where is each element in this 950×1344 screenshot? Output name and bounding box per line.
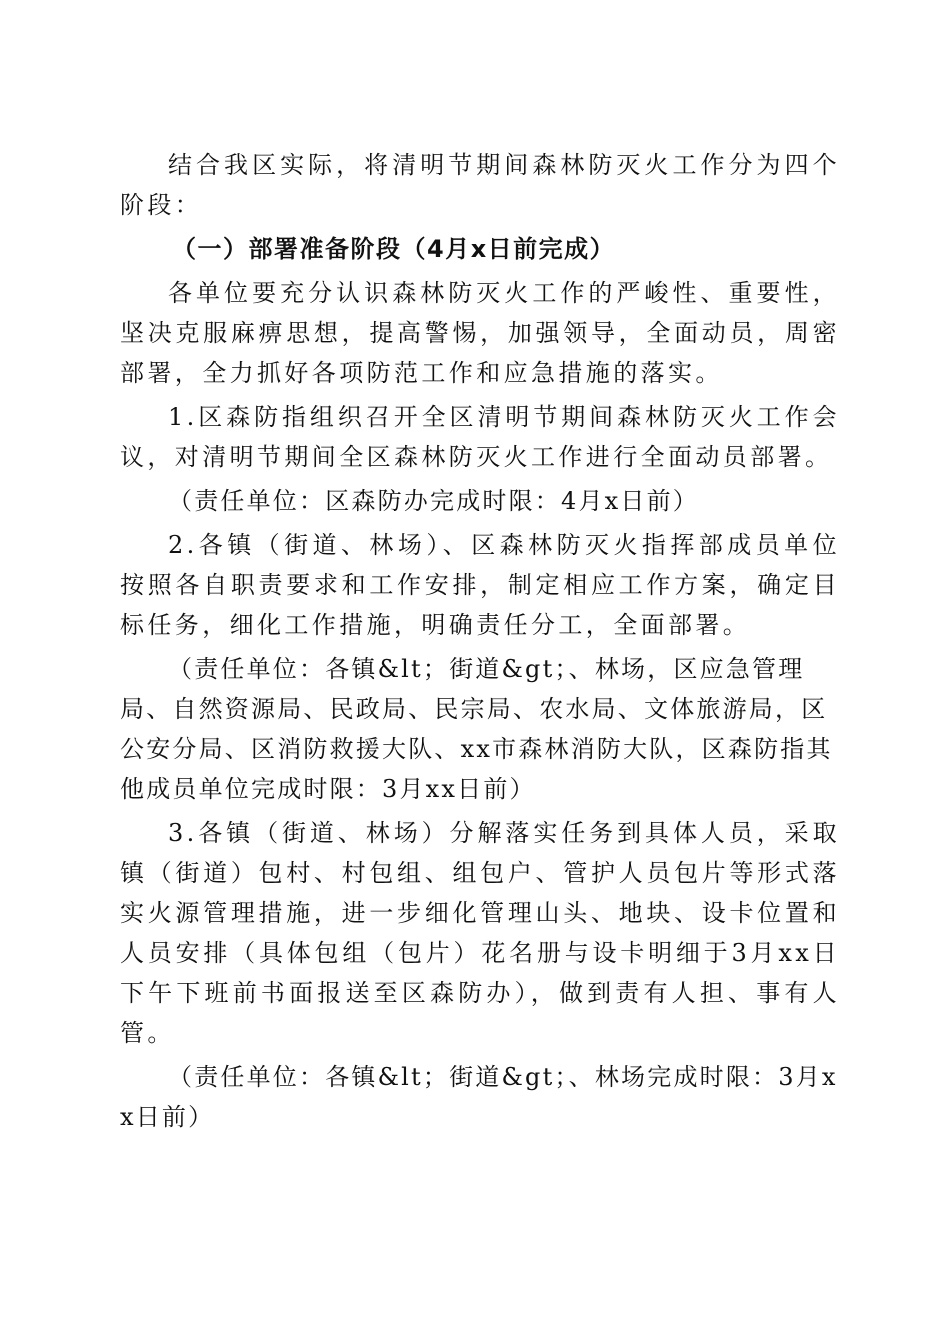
intro-paragraph: 结合我区实际，将清明节期间森林防灭火工作分为四个阶段： (120, 151, 840, 219)
item-2-responsibility: （责任单位：各镇&lt；街道&gt；、林场，区应急管理局、自然资源局、民政局、民宗局、农水局、文体旅游局，区公安分局、区消防救援大队、xx市森林消防大队，区森防指其他成员单位完成时限：3月xx日前） (120, 655, 833, 803)
item-2-paragraph: 2.各镇（街道、林场）、区森林防灭火指挥部成员单位按照各自职责要求和工作安排，制定相应工作方案，确定目标任务，细化工作措施，明确责任分工，全面部署。 (120, 531, 840, 639)
section-heading: （一）部署准备阶段（4月x日前完成） (172, 235, 616, 263)
item-3-paragraph: 3.各镇（街道、林场）分解落实任务到具体人员，采取镇（街道）包村、村包组、组包户、管护人员包片等形式落实火源管理措施，进一步细化管理山头、地块、设卡位置和人员安排（具体包组（包片）花名册与设卡明细于3月xx日下午下班前书面报送至区森防办），做到责有人担、事有人管。 (120, 819, 840, 1047)
body-paragraph: 各单位要充分认识森林防灭火工作的严峻性、重要性，坚决克服麻痹思想，提高警惕，加强领导，全面动员，周密部署，全力抓好各项防范工作和应急措施的落实。 (120, 279, 840, 387)
item-1-responsibility: （责任单位：区森防办完成时限：4月x日前） (168, 487, 700, 515)
document-body (120, 145, 840, 1141)
item-1-paragraph: 1.区森防指组织召开全区清明节期间森林防灭火工作会议，对清明节期间全区森林防灭火工作进行全面动员部署。 (120, 403, 840, 471)
item-3-responsibility: （责任单位：各镇&lt；街道&gt；、林场完成时限：3月xx日前） (120, 1063, 838, 1131)
